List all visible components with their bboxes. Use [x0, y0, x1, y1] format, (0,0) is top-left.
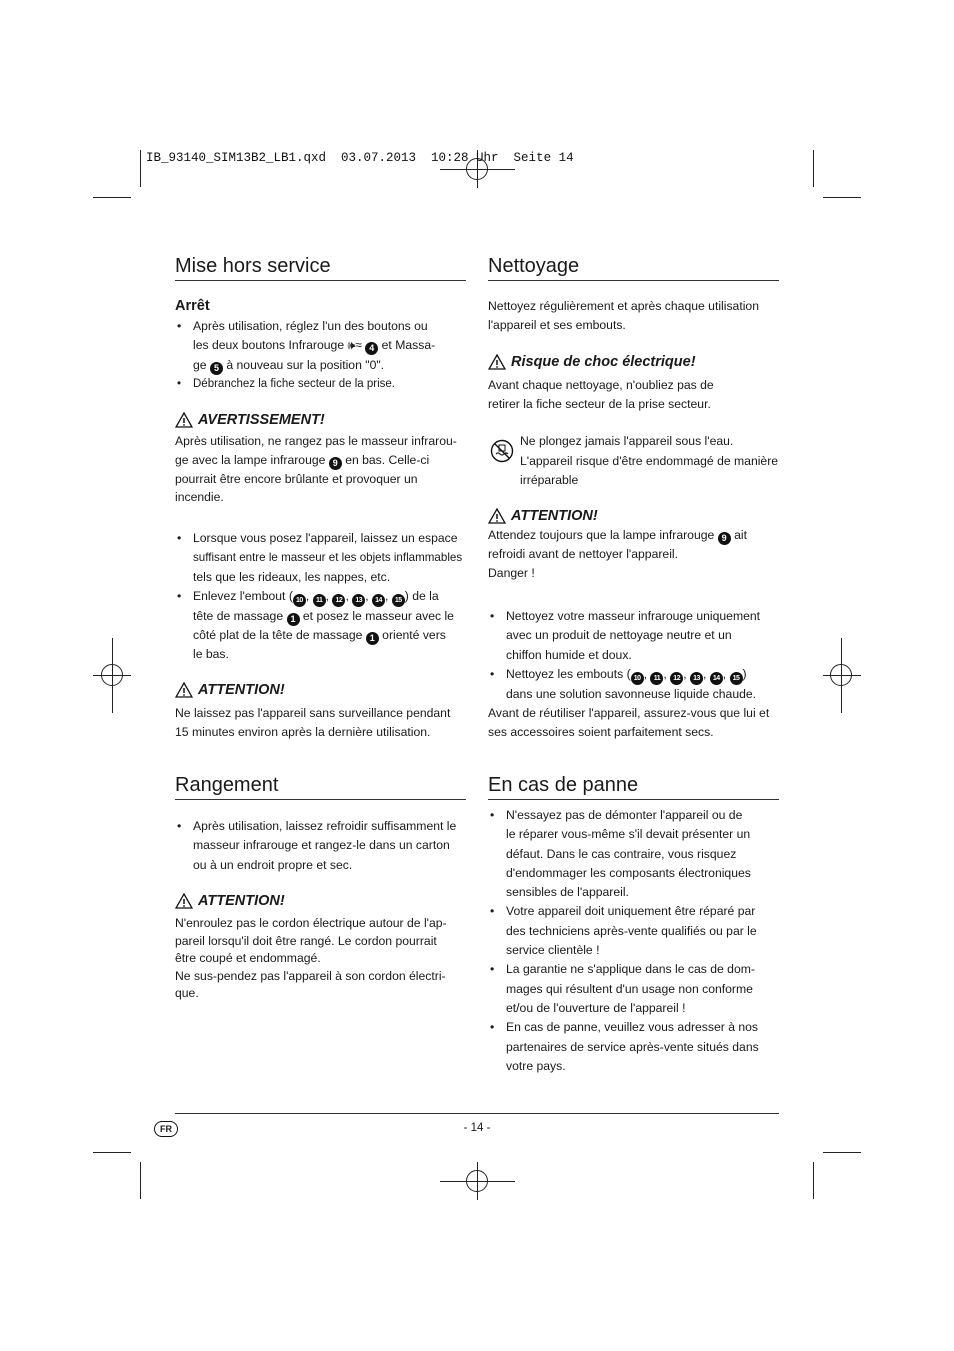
language-badge: FR: [154, 1121, 178, 1137]
list-item: • Enlevez l'embout ( 10 , 11 , 12 , 13 , 14 , 15 ) de la tête de massage 1 et posez le masseur avec le côté plat de la tête de massage 1 orienté vers le bas.: [175, 587, 466, 665]
crop-mark: [813, 150, 814, 187]
list-item: • La garantie ne s'applique dans le cas de dom- mages qui résultent d'un usage non conforme et/ou de l'ouverture de l'appareil !: [488, 960, 779, 1018]
no-water-icon: [490, 439, 514, 463]
callout-number: 1: [366, 632, 379, 645]
attention-title: ATTENTION!: [511, 508, 598, 524]
section-title: Mise hors service: [175, 255, 466, 281]
warning-title: AVERTISSEMENT!: [198, 412, 325, 428]
file-slug: IB_93140_SIM13B2_LB1.qxd 03.07.2013 10:28 Uhr Seite 14: [146, 151, 574, 165]
callout-number: 5: [210, 362, 223, 375]
crop-mark: [140, 1162, 141, 1199]
warning-triangle-icon: [175, 893, 193, 909]
attention-title: ATTENTION!: [198, 682, 285, 698]
callout-number: 12: [332, 594, 345, 607]
callout-number: 15: [730, 672, 743, 685]
section-en-cas-de-panne: [488, 774, 779, 1076]
bullet-list: [175, 317, 466, 394]
attention-block: ATTENTION! Attendez toujours que la lampe infrarouge 9 ait refroidi avant de nettoyer l'appareil. Danger !: [488, 508, 747, 580]
warning-triangle-icon: [488, 354, 506, 370]
footer-rule: [175, 1113, 779, 1114]
callout-number: 11: [313, 594, 326, 607]
callout-number: 12: [670, 672, 683, 685]
callout-number: 11: [650, 672, 663, 685]
speaker-icon: 🕪≈: [347, 338, 362, 353]
section-nettoyage: Nettoyage Nettoyez régulièrement et après chaque utilisation l'appareil et ses embouts.: [488, 255, 779, 335]
callout-number: 1: [287, 613, 300, 626]
callout-number: 4: [365, 342, 378, 355]
registration-mark: [466, 1170, 488, 1192]
registration-mark: [830, 664, 852, 686]
list-item: • Après utilisation, laissez refroidir suffisamment le masseur infrarouge et rangez-le dans un carton ou à un endroit propre et sec.: [175, 817, 466, 875]
list-item: • Votre appareil doit uniquement être réparé par des techniciens après-vente qualifiés ou par le service clientèle !: [488, 902, 779, 960]
callout-number: 14: [710, 672, 723, 685]
callout-number: 9: [329, 457, 342, 470]
warning-triangle-icon: [175, 682, 193, 698]
crop-mark: [93, 197, 131, 198]
callout-number: 13: [352, 594, 365, 607]
list-item: • N'essayez pas de démonter l'appareil ou de le réparer vous-même s'il devait présenter un défaut. Dans le cas contraire, vous risquez d'endommager les composants électroniques sensibles de l'appareil.: [488, 806, 779, 902]
crop-mark: [140, 150, 141, 187]
section-title: Nettoyage: [488, 255, 779, 281]
callout-number: 10: [631, 672, 644, 685]
page-number: - 14 -: [463, 1122, 491, 1134]
warning-block: AVERTISSEMENT! Après utilisation, ne rangez pas le masseur infrarou- ge avec la lampe infrarouge 9 en bas. Celle-ci pourrait être encore brûlante et provoquer un incendie.: [175, 412, 457, 504]
list-item: • Lorsque vous posez l'appareil, laissez un espace suffisant entre le masseur et les objets inflammables tels que les rideaux, les nappes, etc.: [175, 529, 466, 587]
warning-triangle-icon: [488, 508, 506, 524]
bullet-list-placement: [175, 529, 466, 665]
attention-block: ATTENTION! N'enroulez pas le cordon électrique autour de l'ap- pareil lorsqu'il doit être rangé. Le cordon pourrait être coupé et endommagé. Ne sus-pendez pas l'appareil à son cordon électri- que.: [175, 893, 447, 1000]
section-mise-hors-service: [175, 255, 466, 394]
callout-number: 9: [718, 532, 731, 545]
callout-number: 13: [690, 672, 703, 685]
bullet-list-cleaning: • Nettoyez votre masseur infrarouge uniquement avec un produit de nettoyage neutre et un chiffon humide et doux. • Nettoyez les embouts ( 10 , 11 , 12 , 13 , 14 , 15 ) dans une solution savonneuse liquide chaude. Avant de réutiliser l'appareil, assurez-vous que lui et ses accessoires soient parfaitement secs.: [488, 607, 779, 742]
crop-mark: [823, 1152, 861, 1153]
registration-mark: [101, 664, 123, 686]
list-item: • Débranchez la fiche secteur de la prise.: [175, 375, 466, 394]
crop-mark: [813, 1162, 814, 1199]
list-item: • En cas de panne, veuillez vous adresser à nos partenaires de service après-vente situés dans votre pays.: [488, 1018, 779, 1076]
water-warning-text: Ne plongez jamais l'appareil sous l'eau. L'appareil risque d'être endommagé de manière irréparable: [520, 434, 779, 487]
list-item: • Après utilisation, réglez l'un des boutons ou les deux boutons Infrarouge 🕪≈ 4 et Massa- ge 5 à nouveau sur la position "0".: [175, 317, 466, 375]
shock-warning-block: Risque de choc électrique! Avant chaque nettoyage, n'oubliez pas de retirer la fiche secteur de la prise secteur.: [488, 354, 714, 411]
subsection-title: Arrêt: [175, 298, 210, 314]
callout-number: 14: [372, 594, 385, 607]
section-title: Rangement: [175, 774, 466, 800]
attention-title: ATTENTION!: [198, 893, 285, 909]
section-title: En cas de panne: [488, 774, 779, 800]
callout-number: 10: [293, 594, 306, 607]
attention-block: ATTENTION! Ne laissez pas l'appareil sans surveillance pendant 15 minutes environ après la dernière utilisation.: [175, 682, 451, 739]
crop-mark: [93, 1152, 131, 1153]
crop-mark: [823, 197, 861, 198]
list-item: • Nettoyez votre masseur infrarouge uniquement avec un produit de nettoyage neutre et un chiffon humide et doux.: [488, 607, 779, 665]
callout-number: 15: [392, 594, 405, 607]
list-item: • Nettoyez les embouts ( 10 , 11 , 12 , 13 , 14 , 15 ) dans une solution savonneuse liquide chaude.: [488, 665, 779, 704]
section-rangement: [175, 774, 466, 875]
warning-triangle-icon: [175, 412, 193, 428]
warning-title: Risque de choc électrique!: [511, 354, 696, 370]
